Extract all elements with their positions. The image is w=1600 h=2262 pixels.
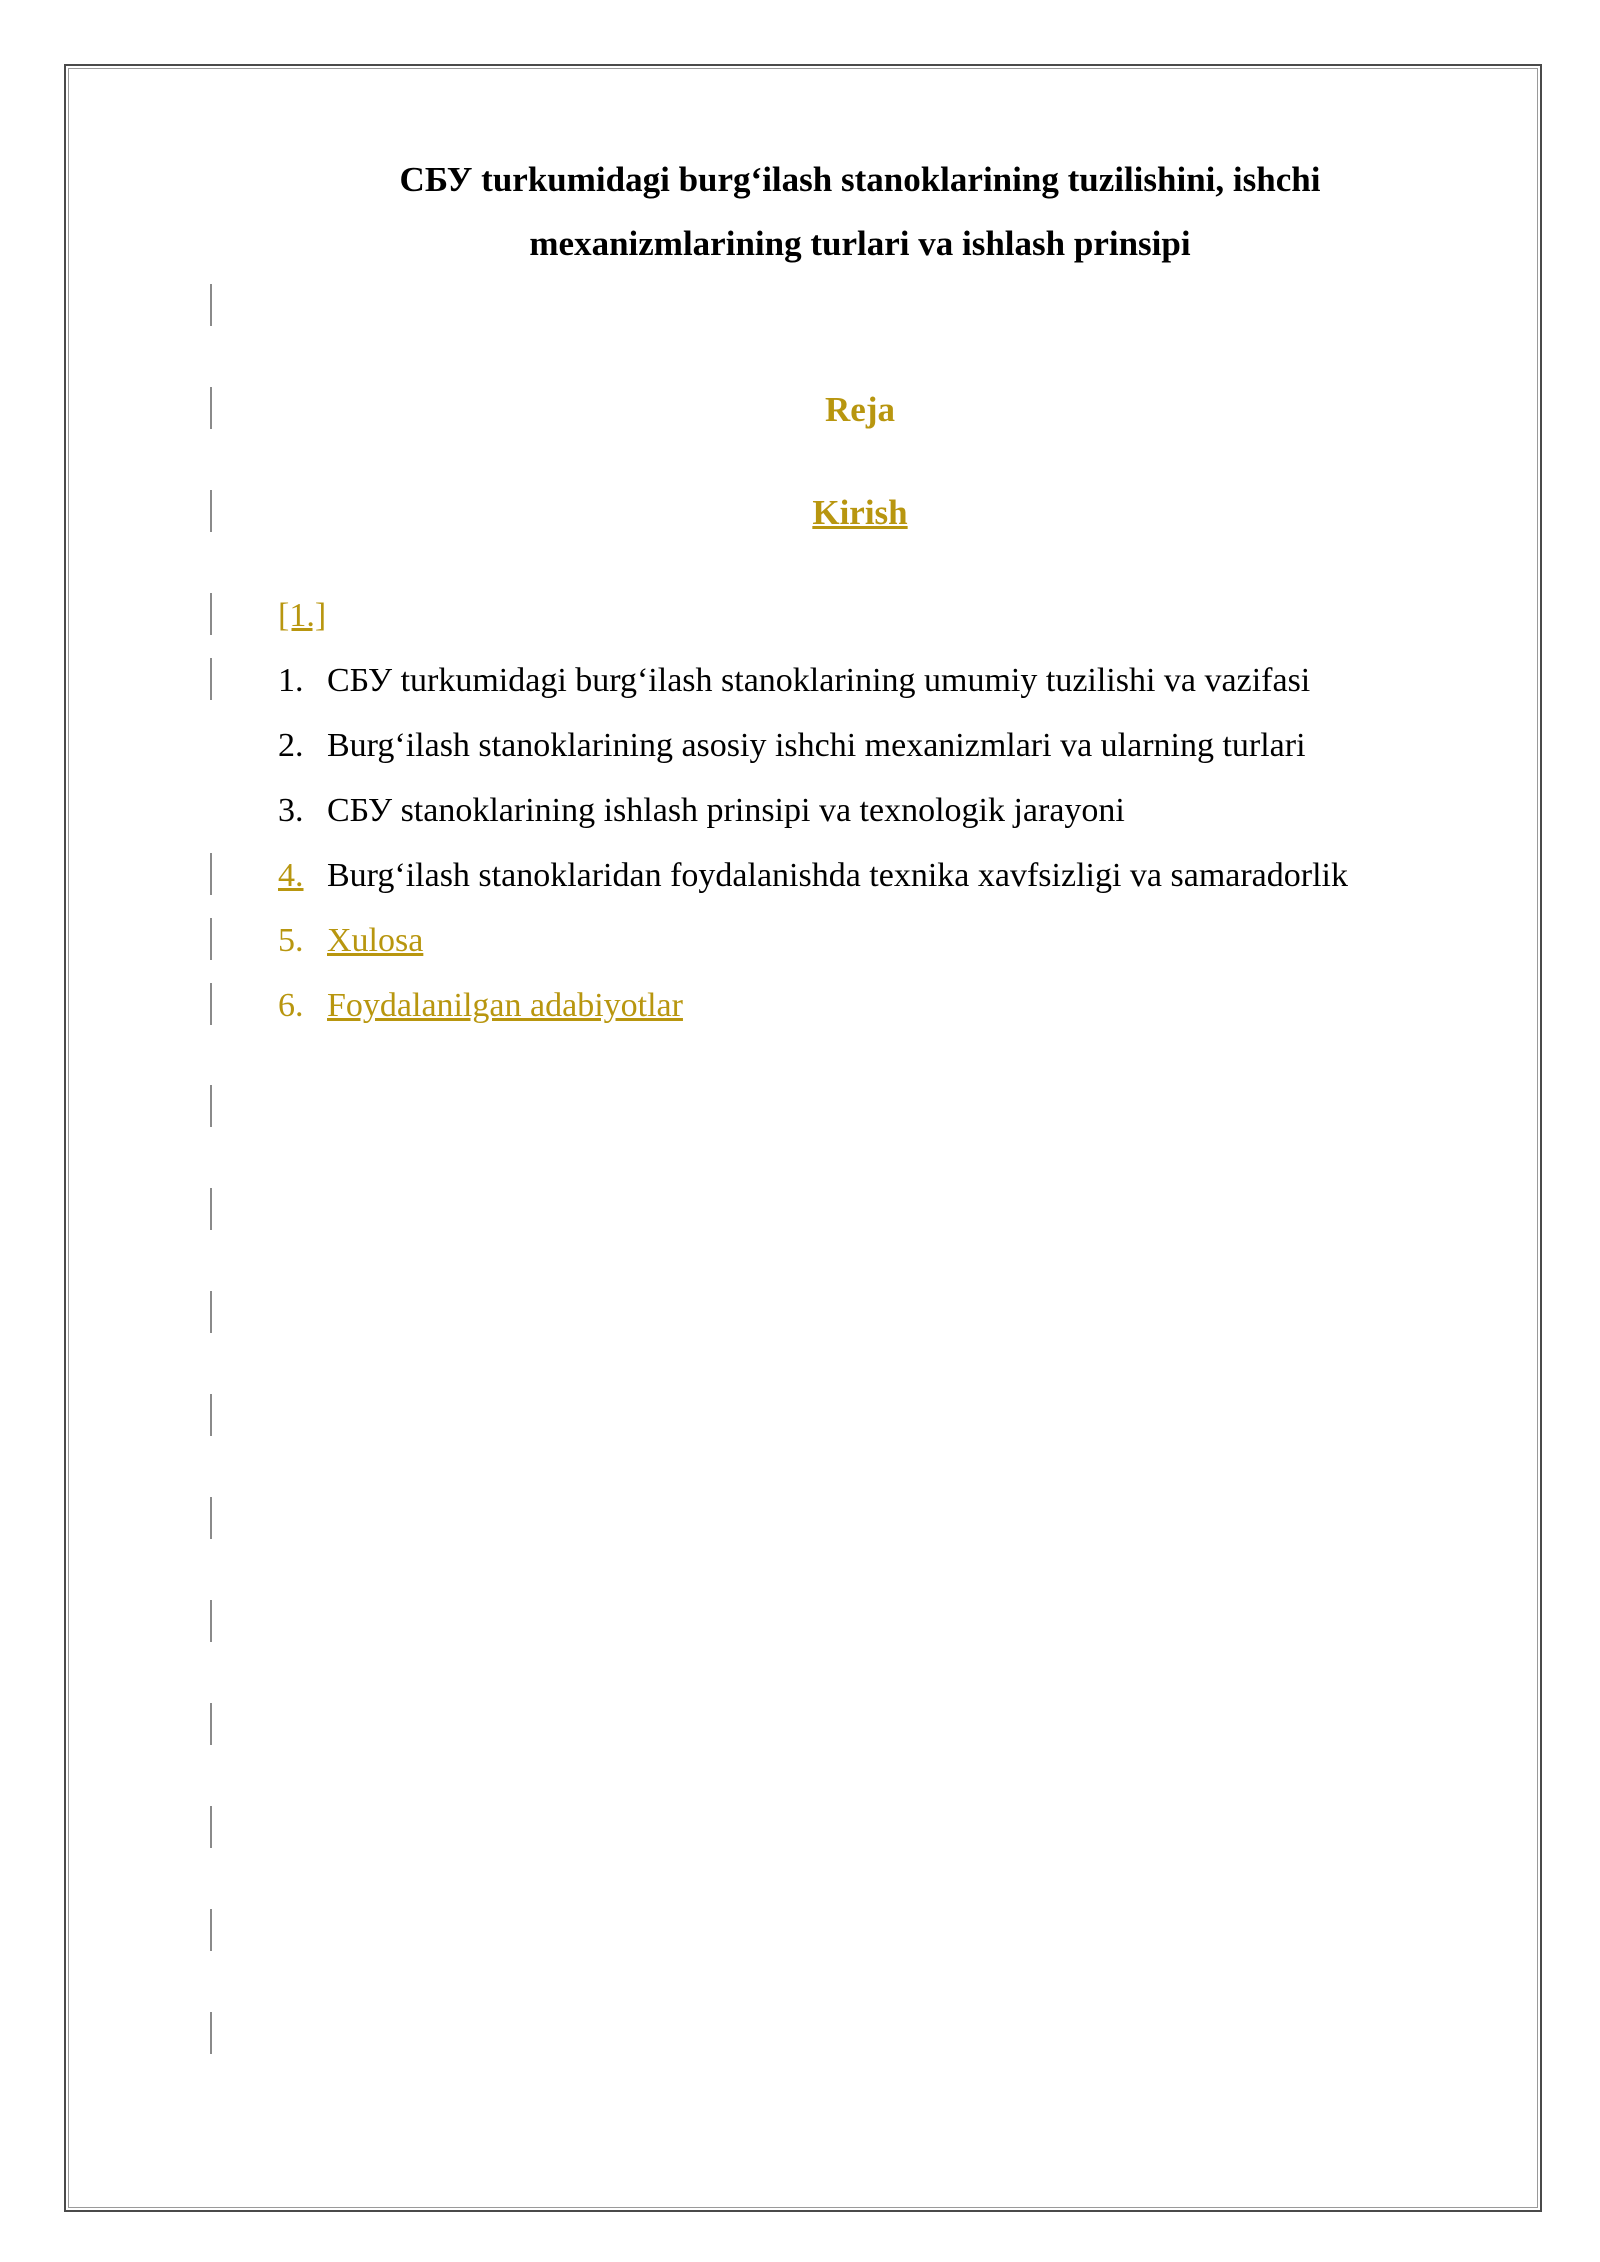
toc-item-number: 3. bbox=[278, 792, 304, 829]
change-bar bbox=[210, 1909, 212, 1951]
change-bar bbox=[210, 853, 212, 895]
toc-item-1 bbox=[278, 658, 1310, 704]
toc-item-text: СБУ stanoklarining ishlash prinsipi va texnologik jarayoni bbox=[327, 792, 1125, 829]
toc-item-number: 2. bbox=[278, 727, 304, 764]
toc-item-number: 6. bbox=[278, 987, 304, 1024]
title-line-1: СБУ turkumidagi burg‘ilash stanoklarining tuzilishini, ishchi bbox=[399, 160, 1321, 199]
change-bar bbox=[210, 1291, 212, 1333]
introduction-link[interactable]: Kirish bbox=[812, 493, 908, 532]
change-bar bbox=[210, 593, 212, 635]
document-title bbox=[200, 148, 1520, 276]
change-bar bbox=[210, 918, 212, 960]
toc-item-2 bbox=[278, 723, 1306, 769]
toc-item-3 bbox=[278, 788, 1125, 834]
toc-item-text: Foydalanilgan adabiyotlar bbox=[327, 987, 683, 1024]
change-bar bbox=[210, 1394, 212, 1436]
change-bar bbox=[210, 1497, 212, 1539]
toc-item-4 bbox=[278, 853, 1348, 899]
toc-first-marker-link[interactable]: [1.] bbox=[278, 597, 327, 634]
change-bar bbox=[210, 1703, 212, 1745]
plan-heading: Reja bbox=[825, 390, 895, 429]
toc-item-text: Xulosa bbox=[327, 922, 424, 959]
change-bar bbox=[210, 1600, 212, 1642]
change-bar bbox=[210, 1188, 212, 1230]
change-bar bbox=[210, 658, 212, 700]
toc-item-5-link[interactable] bbox=[278, 918, 423, 964]
change-bar bbox=[210, 983, 212, 1025]
title-line-2: mexanizmlarining turlari va ishlash prinsipi bbox=[529, 224, 1191, 263]
change-bar bbox=[210, 2012, 212, 2054]
change-bar bbox=[210, 1085, 212, 1127]
toc-item-6-link[interactable] bbox=[278, 983, 683, 1029]
toc-item-number: 5. bbox=[278, 922, 304, 959]
change-bar bbox=[210, 1806, 212, 1848]
toc-item-number-link[interactable]: 4. bbox=[278, 857, 304, 894]
change-bar bbox=[210, 284, 212, 326]
toc-item-text: Burg‘ilash stanoklarining asosiy ishchi mexanizmlari va ularning turlari bbox=[327, 727, 1306, 764]
toc-item-number: 1. bbox=[278, 662, 304, 699]
toc-item-text: Burg‘ilash stanoklaridan foydalanishda texnika xavfsizligi va samaradorlik bbox=[327, 857, 1348, 894]
toc-item-text: СБУ turkumidagi burg‘ilash stanoklarining umumiy tuzilishi va vazifasi bbox=[327, 662, 1311, 699]
